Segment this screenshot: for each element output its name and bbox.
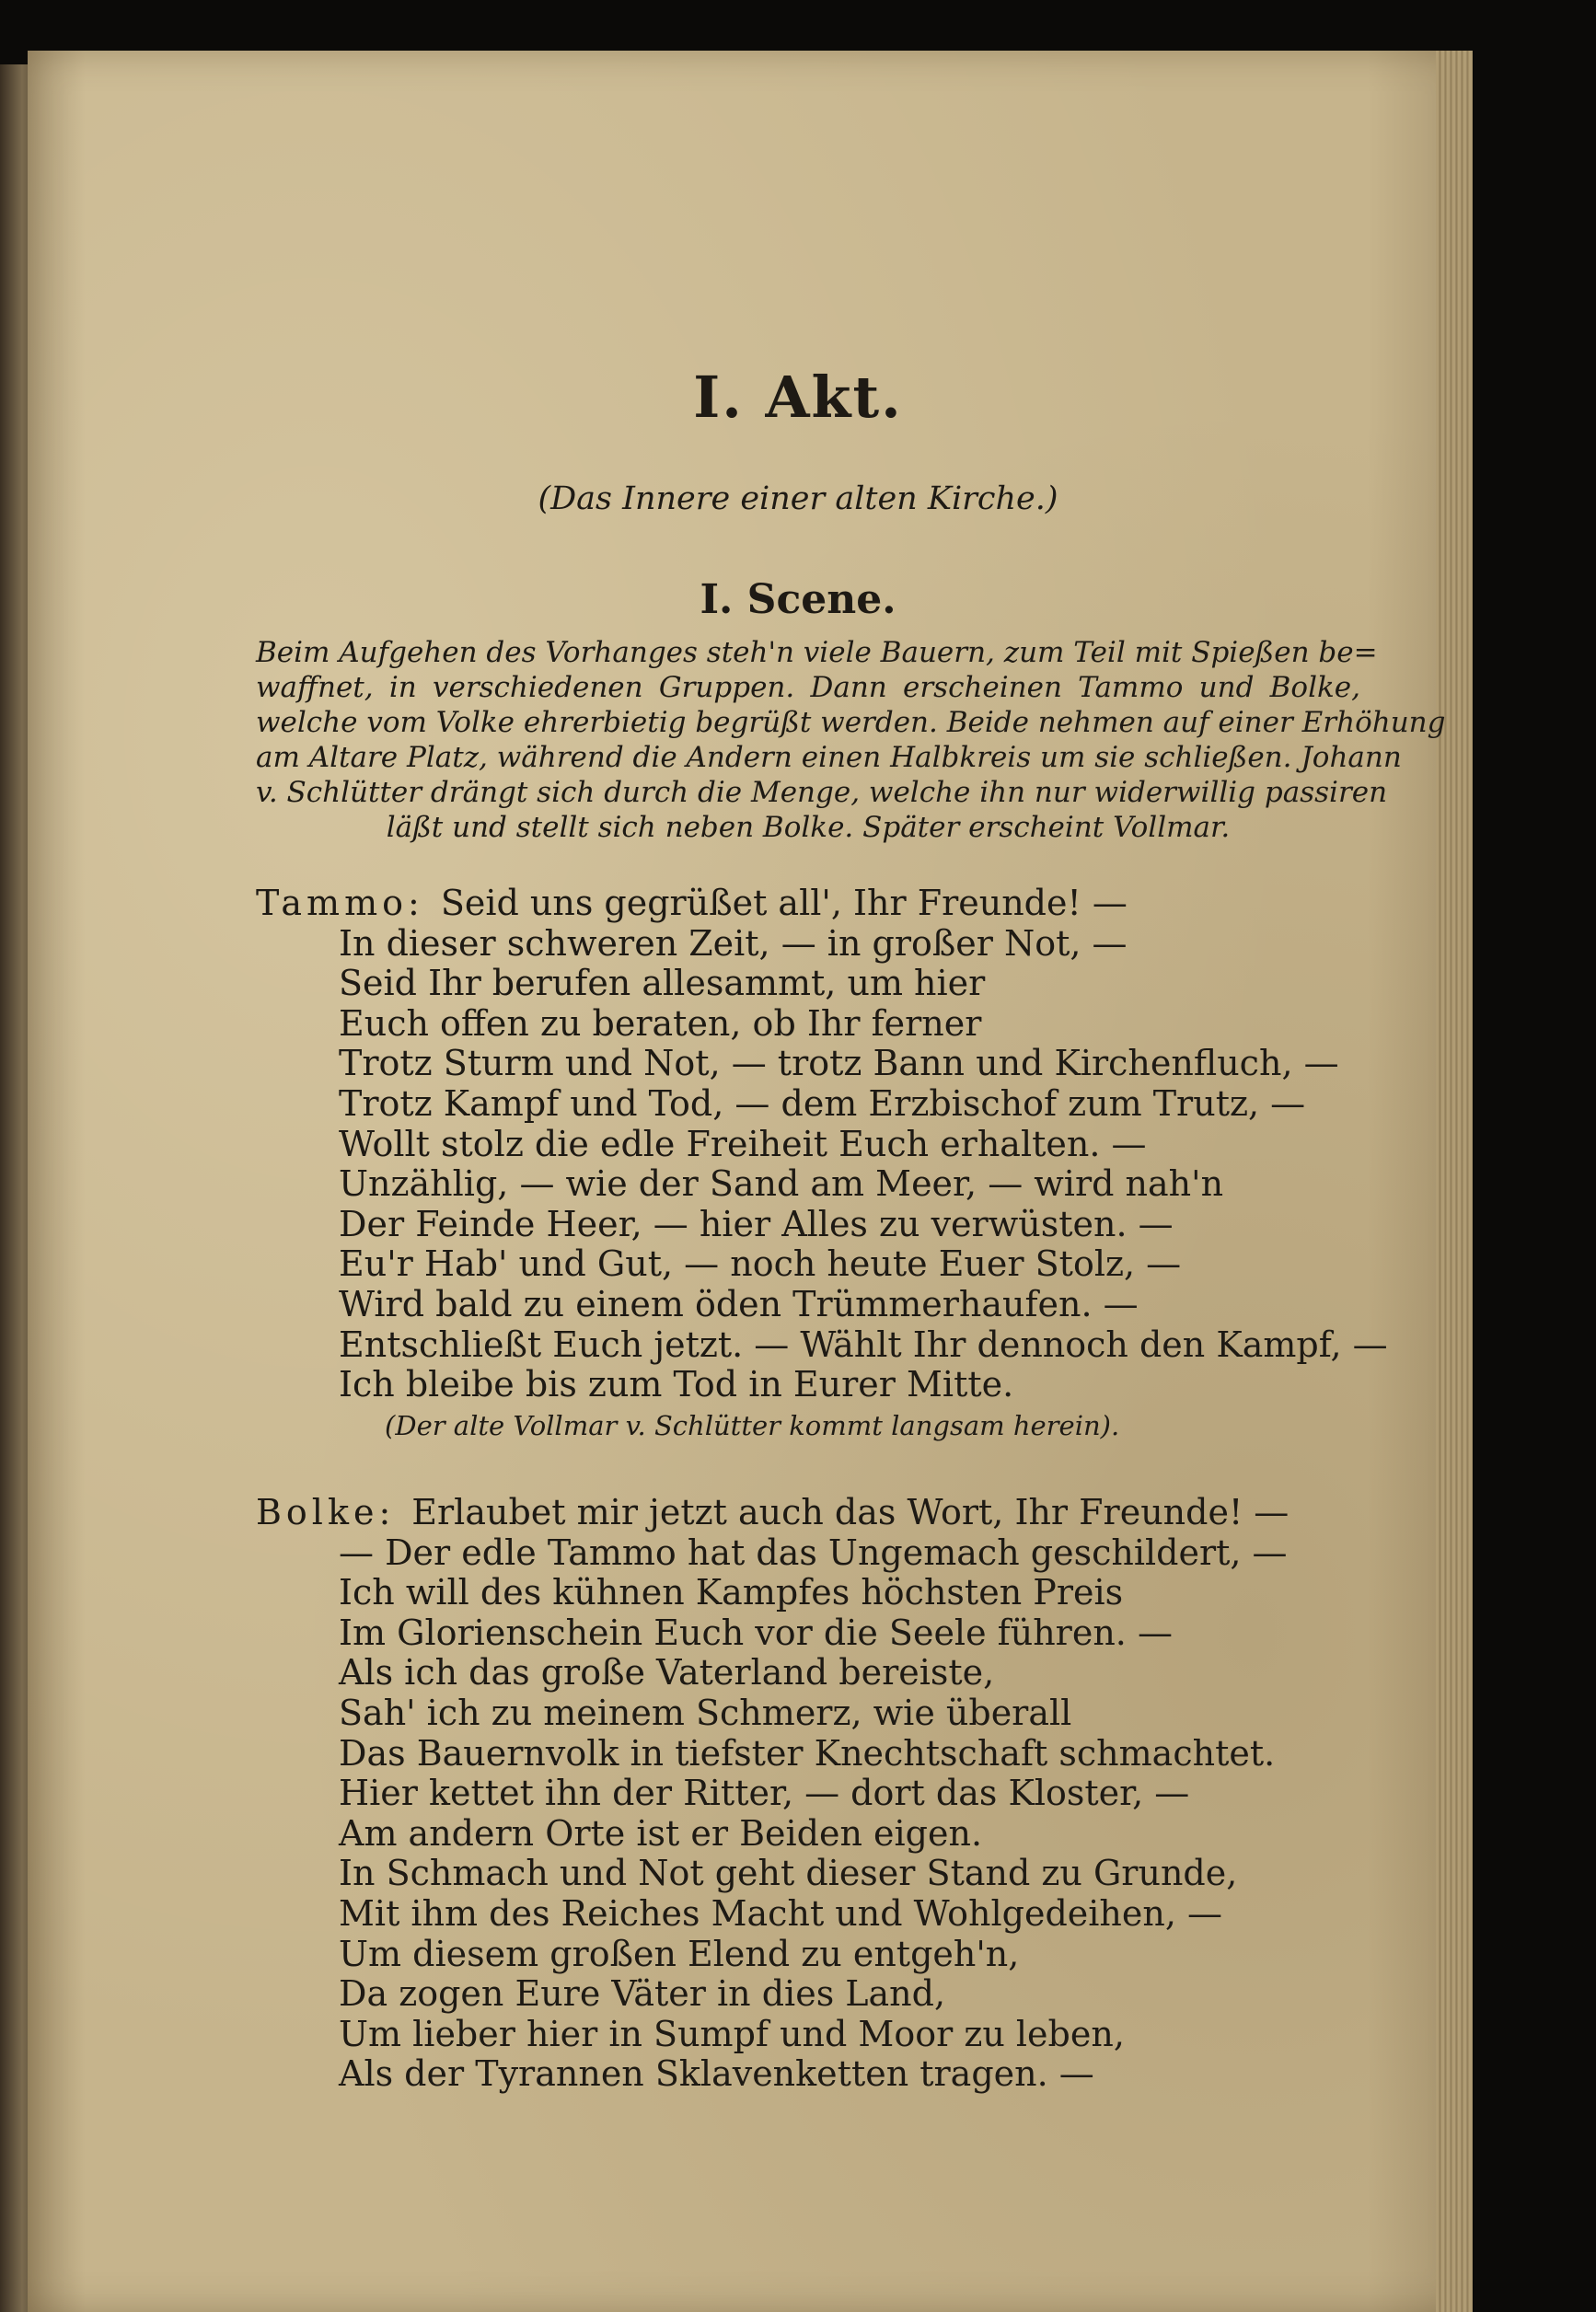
verse-line: Trotz Kampf und Tod, — dem Erzbischof zum Trutz, — (339, 1082, 1306, 1124)
verse-line: In dieser schweren Zeit, — in großer Not, — (339, 922, 1128, 964)
speech-tammo (256, 883, 1388, 1447)
stage-direction-line: v. Schlütter drängt sich durch die Menge, welche ihn nur widerwillig passiren (256, 776, 1388, 809)
verse-line: Sah' ich zu meinem Schmerz, wie überall (339, 1692, 1072, 1733)
verse-line: Trotz Sturm und Not, — trotz Bann und Kirchenfluch, — (339, 1043, 1339, 1084)
stage-direction-line: welche vom Volke ehrerbietig begrüßt werden. Beide nehmen auf einer Erhöhung (256, 706, 1446, 739)
verse-line: Ich will des kühnen Kampfes höchsten Preis (339, 1572, 1124, 1613)
verse-line: Wird bald zu einem öden Trümmerhaufen. — (339, 1283, 1139, 1324)
verse-line: Als ich das große Vaterland bereiste, (339, 1652, 995, 1694)
verse-line: Eu'r Hab' und Gut, — noch heute Euer Stolz, — (339, 1243, 1182, 1285)
verse-line: Wollt stolz die edle Freiheit Euch erhalten. — (339, 1123, 1147, 1164)
verse-line: Ich bleibe bis zum Tod in Eurer Mitte. (339, 1364, 1014, 1405)
verse-line: Da zogen Eure Väter in dies Land, (339, 1973, 946, 2015)
verse-text: Seid uns gegrüßet all', Ihr Freunde! — (440, 883, 1128, 923)
verse-line: Um lieber hier in Sumpf und Moor zu leben, (339, 2013, 1125, 2054)
act-title: I. Akt. (693, 364, 903, 431)
stage-direction-line: Beim Aufgehen des Vorhanges steh'n viele Bauern, zum Teil mit Spießen be= (256, 636, 1378, 669)
verse-line: Als der Tyrannen Sklavenketten tragen. — (339, 2053, 1094, 2095)
verse-line (256, 884, 1379, 924)
verse-line: Um diesem großen Elend zu entgeh'n, (339, 1933, 1020, 1974)
speaker-name: Bolke: (256, 1492, 396, 1532)
setting-note: (Das Innere einer alten Kirche.) (538, 480, 1058, 517)
stage-direction-line: läßt und stellt sich neben Bolke. Später erscheint Vollmar. (386, 811, 1231, 844)
verse-line: Mit ihm des Reiches Macht und Wohlgedeihen, — (339, 1892, 1223, 1934)
speaker-name: Tammo: (256, 883, 424, 923)
verse-line: Am andern Orte ist er Beiden eigen. (339, 1812, 983, 1854)
stage-direction-line: am Altare Platz, während die Andern einen Halbkreis um sie schließen. Johann (256, 741, 1402, 774)
verse-line: Das Bauernvolk in tiefster Knechtschaft schmachtet. (339, 1732, 1276, 1774)
verse-line: Entschließt Euch jetzt. — Wählt Ihr dennoch den Kampf, — (339, 1324, 1388, 1365)
verse-line: Seid Ihr berufen allesammt, um hier (339, 963, 986, 1004)
stage-direction-line: waffnet, in verschiedenen Gruppen. Dann erscheinen Tammo und Bolke, (256, 671, 1360, 704)
verse-line (256, 1493, 1379, 1533)
verse-line: In Schmach und Not geht dieser Stand zu Grunde, (339, 1853, 1238, 1894)
verse-line: Unzählig, — wie der Sand am Meer, — wird nah'n (339, 1163, 1224, 1205)
stage-direction-inline: (Der alte Vollmar v. Schlütter kommt langsam herein). (385, 1409, 1120, 1441)
verse-line: Der Feinde Heer, — hier Alles zu verwüsten. — (339, 1203, 1174, 1244)
verse-line: Im Glorienschein Euch vor die Seele führen. — (339, 1612, 1173, 1653)
verse-line: Euch offen zu beraten, ob Ihr ferner (339, 1002, 982, 1044)
verse-line: — Der edle Tammo hat das Ungemach geschildert, — (339, 1532, 1288, 1573)
scene-title: I. Scene. (700, 576, 896, 623)
speech-bolke (256, 1493, 1379, 2095)
verse-text: Erlaubet mir jetzt auch das Wort, Ihr Freunde! — (411, 1492, 1290, 1532)
verse-line: Hier kettet ihn der Ritter, — dort das Kloster, — (339, 1773, 1190, 1814)
stage-direction (256, 635, 1446, 845)
